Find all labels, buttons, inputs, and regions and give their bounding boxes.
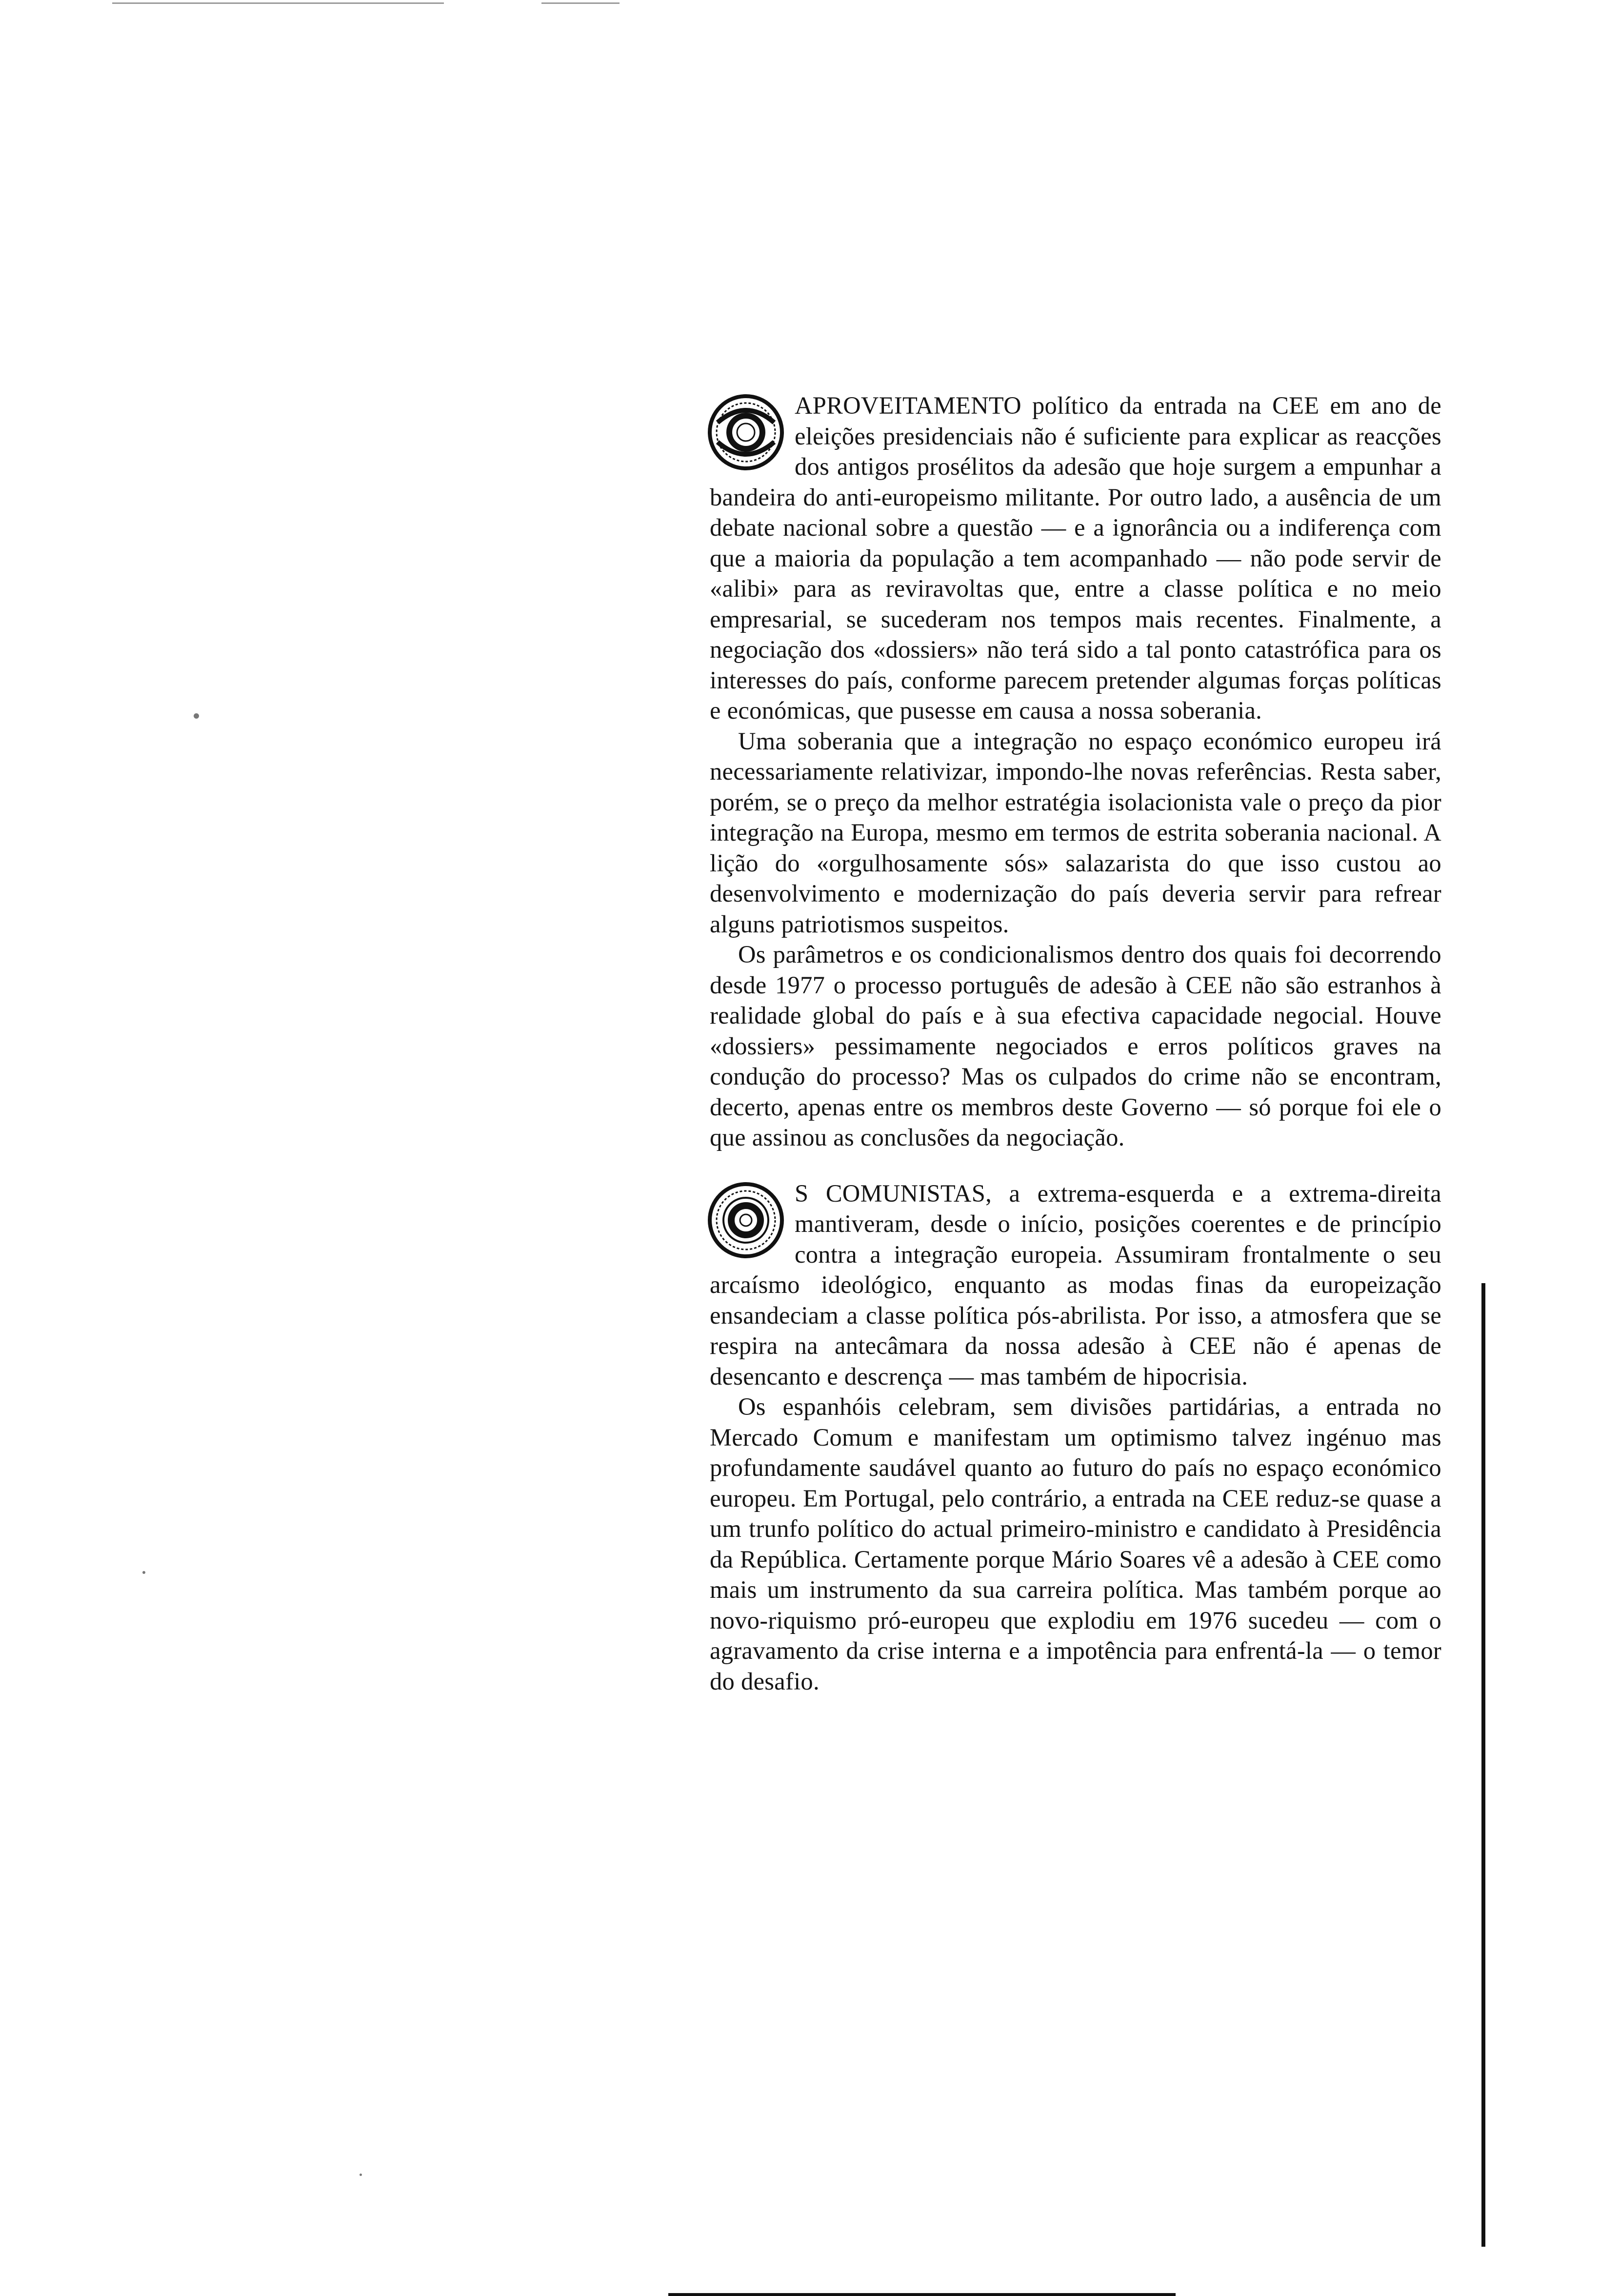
paragraph: APROVEITAMENTO político da entrada na CEE em ano de eleições presidenciais não é suficiente para explicar as reacções dos antigos prosélitos da adesão que hoje surgem a empunhar a bandeira do anti-europeismo militante. Por outro lado, a ausência de um debate nacional sobre a questão — e a ignorância ou a indiferença com que a maioria da população a tem acompanhado — não pode servir de «alibi» para as reviravoltas que, entre a classe política e no meio empresarial, se sucederam nos tempos mais recentes. Finalmente, a negociação dos «dossiers» não terá sido a tal ponto catastrófica para os interesses do país, conforme parecem pretender algumas forças políticas e económicas, que pusesse em causa a nossa soberania. xyxy=(710,392,1441,724)
scan-edge-rule xyxy=(541,2,620,4)
paragraph: Uma soberania que a integração no espaço económico europeu irá necessariamente relativizar, impondo-lhe novas referências. Resta saber, porém, se o preço da melhor estratégia isolacionista vale o preço da pior integração na Europa, mesmo em termos de estrita soberania nacional. A lição do «orgulhosamente sós» salazarista do que isso custou ao desenvolvimento e modernização do país deveria servir para refrear alguns patriotismos suspeitos. xyxy=(710,727,1441,938)
column-bottom-rule xyxy=(668,2293,1176,2296)
paragraph: Os parâmetros e os condicionalismos dentro dos quais foi decorrendo desde 1977 o processo português de adesão à CEE não são estranhos à realidade global do país e à sua efectiva capacidade negocial. Houve «dossiers» pessimamente negociados e erros políticos graves na condução do processo? Mas os culpados do crime não se encontram, decerto, apenas entre os membros deste Governo — só porque foi ele o que assinou as conclusões da negociação. xyxy=(710,941,1441,1151)
scan-edge-rule xyxy=(112,2,444,4)
dropcap-ornament xyxy=(707,1181,790,1259)
article-section-1 xyxy=(710,390,1441,1153)
dropcap-ornament xyxy=(707,393,790,471)
scan-speck xyxy=(194,713,199,719)
article xyxy=(710,390,1441,1696)
ornate-circle-icon xyxy=(707,393,785,471)
column-right-rule xyxy=(1481,1283,1485,2247)
scan-speck xyxy=(360,2174,362,2176)
paragraph: S COMUNISTAS, a extrema-esquerda e a extrema-direita mantiveram, desde o início, posições coerentes e de princípio contra a integração europeia. Assumiram frontalmente o seu arcaísmo ideológico, enquanto as modas finas da europeização ensandeciam a classe política pós-abrilista. Por isso, a atmosfera que se respira na antecâmara da nossa adesão à CEE não é apenas de desencanto e descrença — mas também de hipocrisia. xyxy=(710,1179,1441,1390)
article-section-2 xyxy=(710,1178,1441,1697)
scan-speck xyxy=(142,1571,145,1574)
paragraph: Os espanhóis celebram, sem divisões partidárias, a entrada no Mercado Comum e manifestam um optimismo talvez ingénuo mas profundamente saudável quanto ao futuro do país no espaço económico europeu. Em Portugal, pelo contrário, a entrada na CEE reduz-se quase a um trunfo político do actual primeiro-ministro e candidato à Presidência da República. Certamente porque Mário Soares vê a adesão à CEE como mais um instrumento da sua carreira política. Mas também porque ao novo-riquismo pró-europeu que explodiu em 1976 sucedeu — com o agravamento da crise interna e a impotência para enfrentá-la — o temor do desafio. xyxy=(710,1393,1441,1695)
ornate-circle-icon xyxy=(707,1181,785,1259)
